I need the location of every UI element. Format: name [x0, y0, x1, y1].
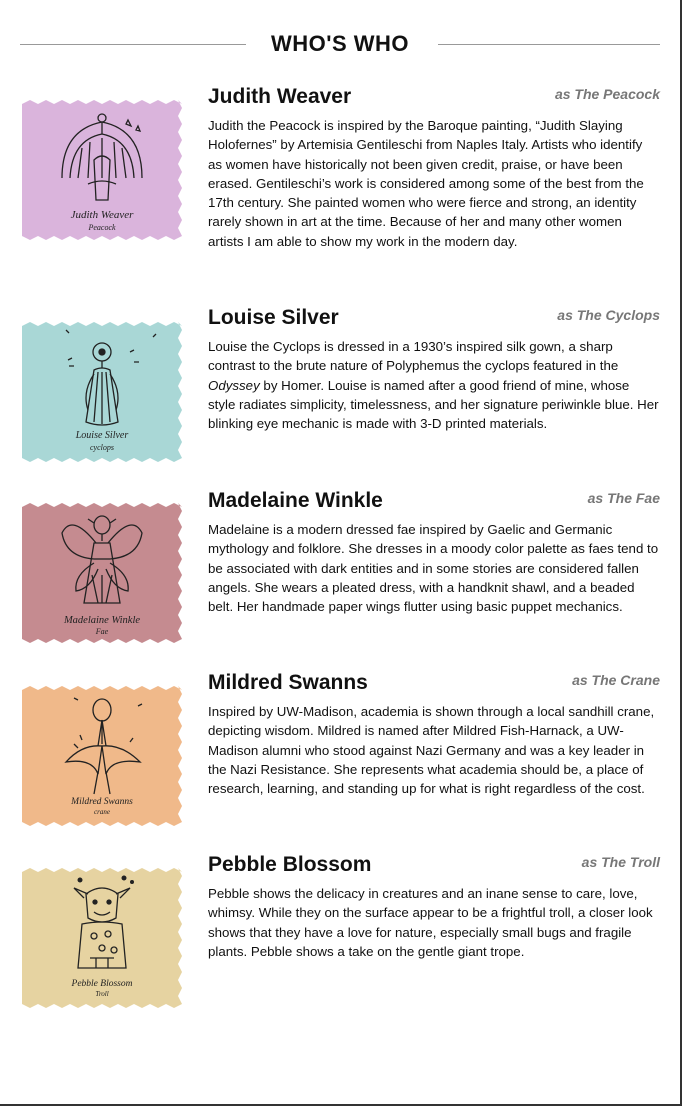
cast-role: as The Troll — [581, 854, 660, 870]
svg-text:Louise Silver: Louise Silver — [75, 430, 129, 441]
svg-text:crane: crane — [94, 808, 110, 816]
svg-text:Madelaine Winkle: Madelaine Winkle — [63, 615, 141, 626]
fae-sketch-icon — [22, 503, 182, 643]
svg-text:Pebble Blossom: Pebble Blossom — [71, 979, 133, 989]
stamp-louise-cyclops — [22, 322, 182, 462]
section-header — [20, 28, 660, 60]
cast-role: as The Fae — [587, 490, 660, 506]
cast-description — [208, 337, 660, 433]
svg-text:Peacock: Peacock — [88, 223, 116, 232]
svg-text:Mildred Swanns: Mildred Swanns — [71, 797, 133, 807]
crane-sketch-icon — [22, 686, 182, 826]
svg-text:Judith Weaver: Judith Weaver — [70, 209, 134, 221]
page-title: WHO'S WHO — [270, 31, 410, 56]
peacock-sketch-icon — [22, 100, 182, 240]
svg-text:cyclops: cyclops — [90, 443, 114, 452]
description-part: Louise the Cyclops is dressed in a 1930’s inspired silk gown, a sharp contrast to the brute nature of Polyphemus the cyclops featured in the — [208, 339, 619, 374]
cast-name: Madelaine Winkle — [208, 489, 383, 512]
cast-role: as The Peacock — [554, 86, 660, 102]
stamp-pebble-troll — [22, 868, 182, 1008]
svg-text:Troll: Troll — [95, 990, 109, 998]
cast-description: Pebble shows the delicacy in creatures and an inane sense to care, love, whimsy. While they on the surface appear to be a frightful troll, a closer look shows that they have a love for nature, especially small bugs and fragile plants. Pebble shows a take on the gentle giant trope. — [208, 886, 653, 959]
stamp-judith-peacock — [22, 100, 182, 240]
troll-sketch-icon — [22, 868, 182, 1008]
description-part: by Homer. Louise is named after a good friend of mine, whose style radiates simplicity, timelessness, and her signature periwinkle blue. Her blinking eye mechanic is made with 3-D printed materials. — [208, 377, 659, 432]
cast-description: Inspired by UW-Madison, academia is shown through a local sandhill crane, depicting wisdom. Mildred is named after Mildred Fish-Harnack, a UW-Madison alumni who stood against Nazi Germany and was a key leader in the Nazi Resistance. She represents what academia should be, a place of research, learning, and standing up for what is right regardless of the cost. — [208, 704, 655, 797]
stamp-mildred-crane — [22, 686, 182, 826]
cast-name: Mildred Swanns — [208, 671, 368, 694]
header-rule-right — [438, 44, 660, 45]
description-emphasis: Odyssey — [208, 377, 260, 393]
cast-description: Judith the Peacock is inspired by the Baroque painting, “Judith Slaying Holofernes” by Artemisia Gentileschi from Naples Italy. Artists who identify as women have historically not been given credit, praise, or have been erased. Gentileschi’s work is considered among some of the best from the 17th century. She painted women who were fierce and strong, an identity rarely shown in art at the time. Because of her and many other women artists I am able to show my work in the modern day. — [208, 118, 644, 249]
cast-name: Louise Silver — [208, 306, 339, 329]
cast-role: as The Crane — [572, 672, 660, 688]
cast-name: Judith Weaver — [208, 85, 352, 108]
cyclops-sketch-icon — [22, 322, 182, 462]
cast-role: as The Cyclops — [557, 307, 660, 323]
svg-text:Fae: Fae — [95, 627, 109, 636]
cast-name: Pebble Blossom — [208, 853, 372, 876]
stamp-madelaine-fae — [22, 503, 182, 643]
cast-description: Madelaine is a modern dressed fae inspired by Gaelic and Germanic mythology and folklore. She dresses in a moody color palette as faes tend to be associated with dark entities and in some stories are considered fallen angels. She wears a pleated dress, with a handknit shawl, and a beaded belt. Her handmade paper wings flutter using basic puppet mechanics. — [208, 522, 659, 615]
